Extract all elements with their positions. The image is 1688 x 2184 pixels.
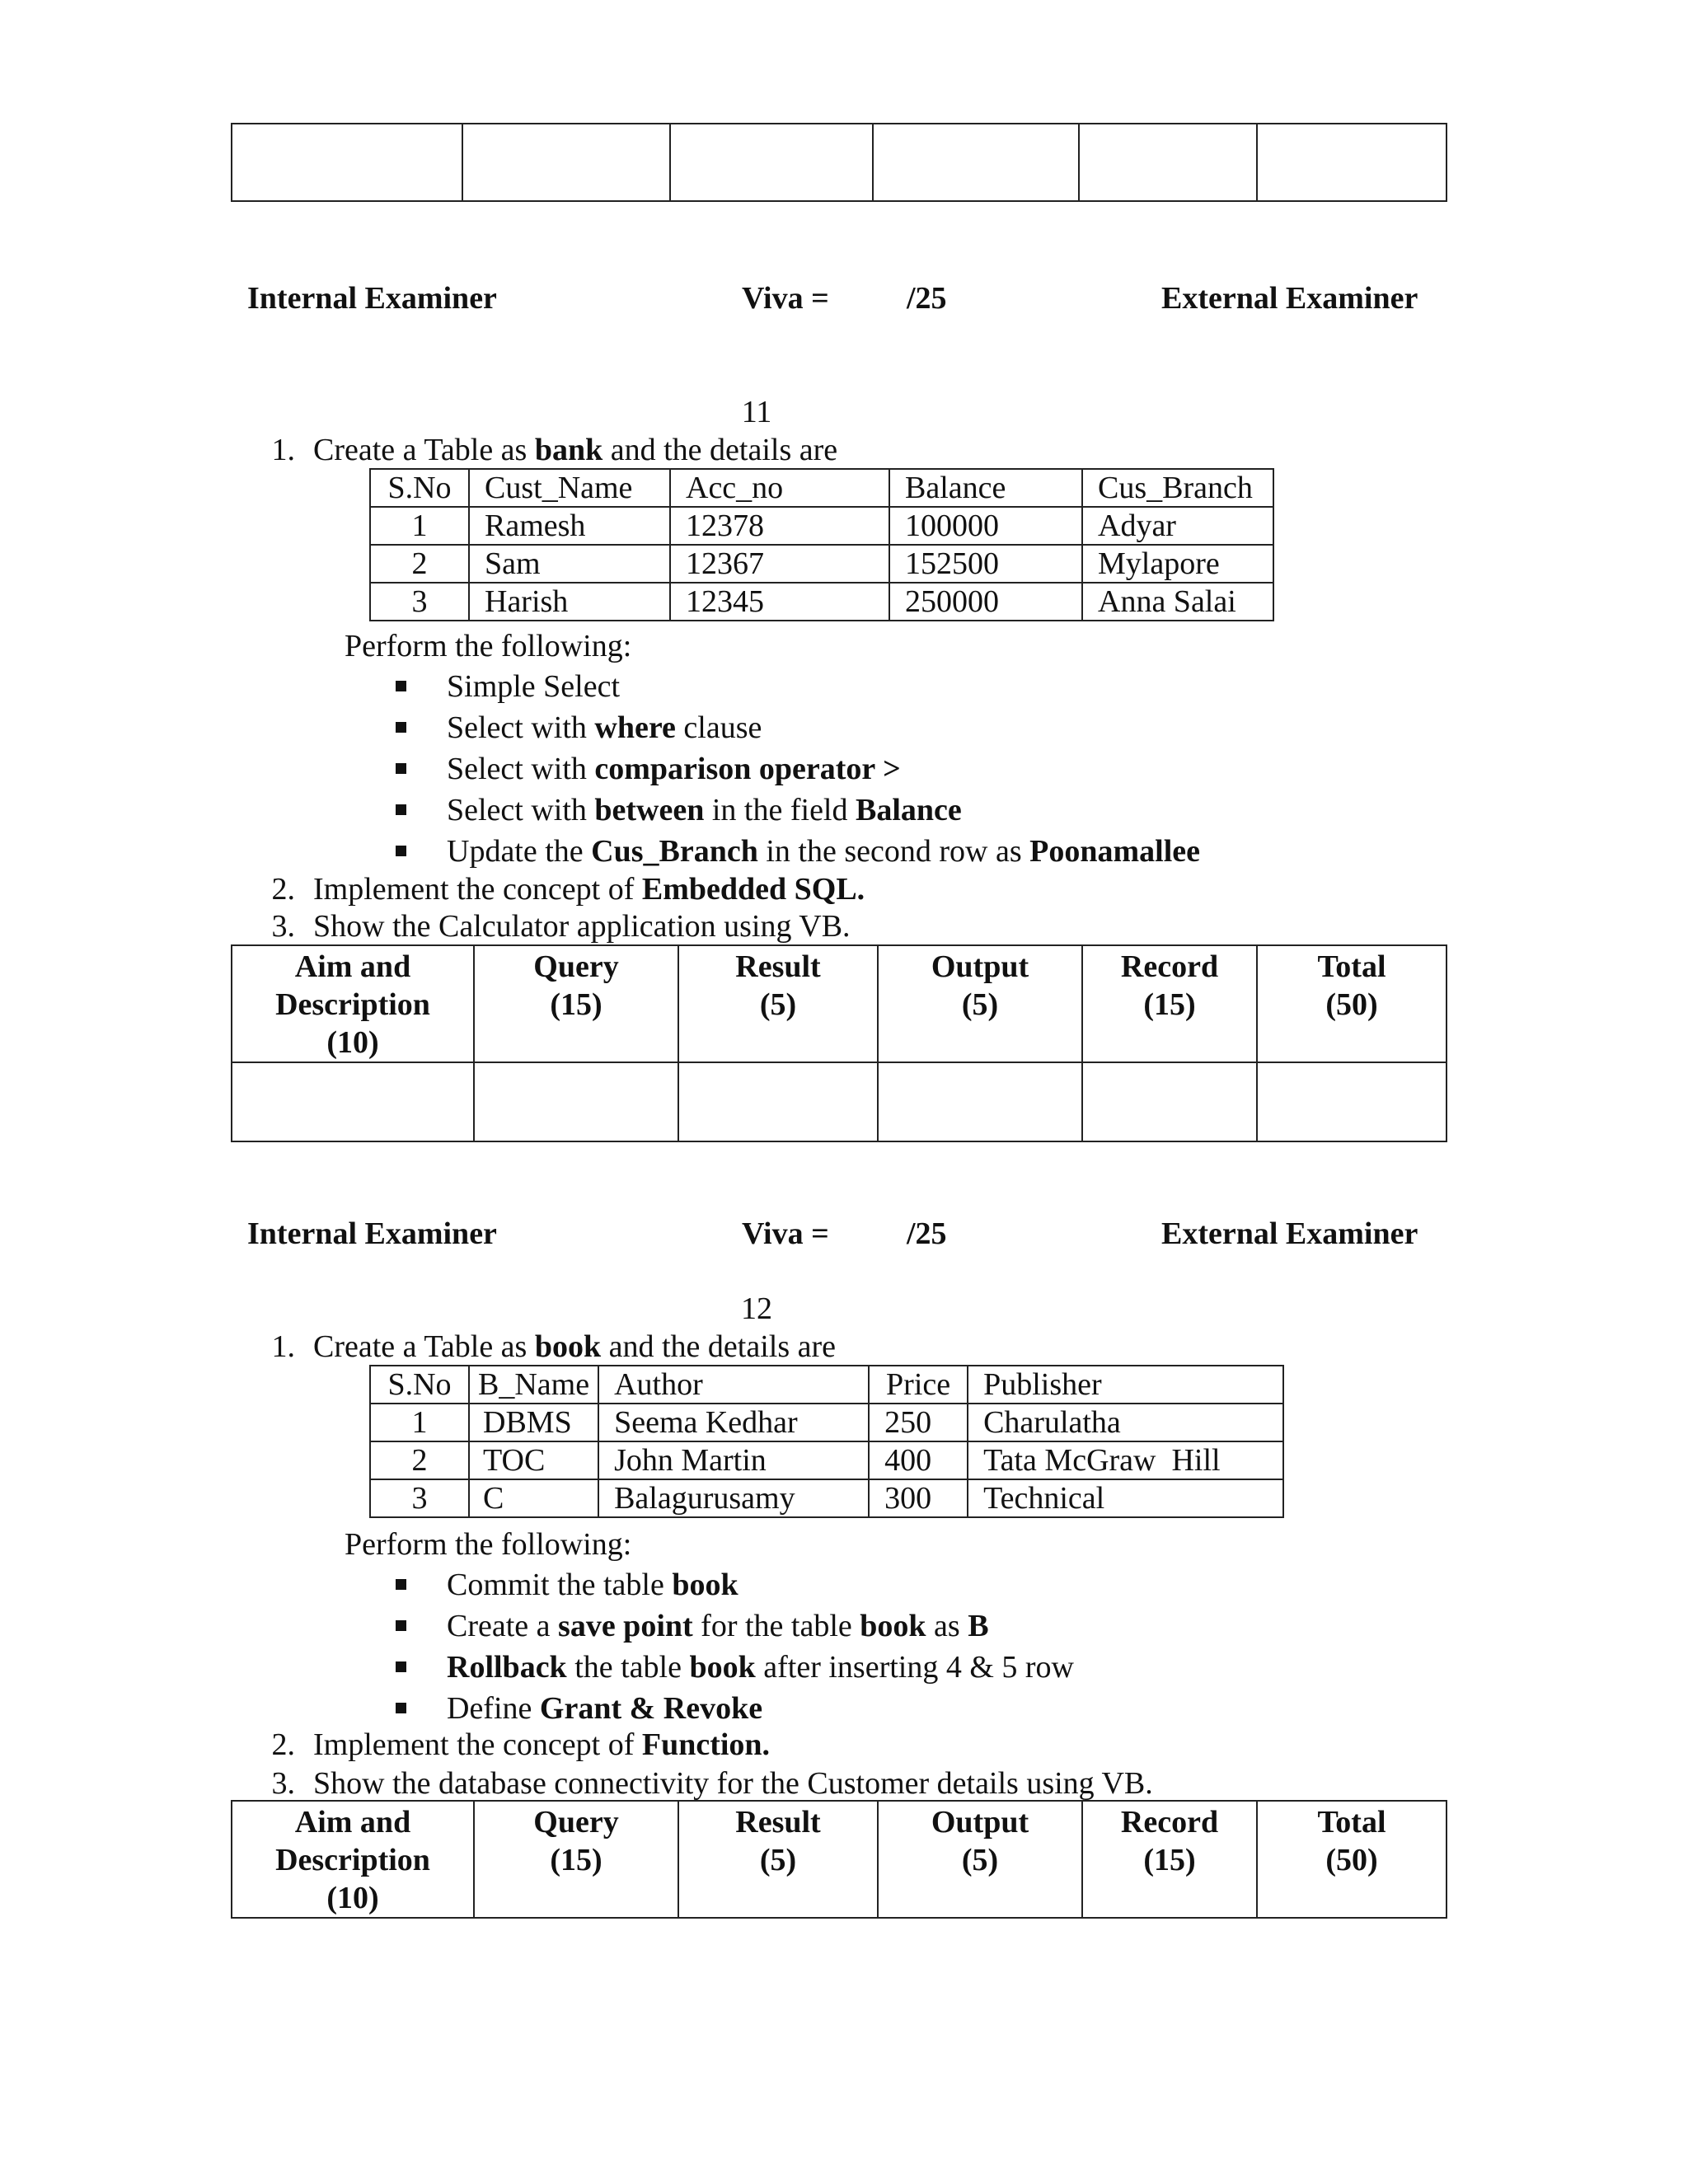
bullet-square-icon [396, 681, 406, 691]
blank-cell [670, 124, 873, 201]
header-cell: Author [598, 1366, 869, 1404]
blank-cell [232, 124, 462, 201]
marks-table [231, 1800, 1447, 1919]
marks-entry-row [232, 1062, 1447, 1141]
header-cell: B_Name [469, 1366, 598, 1404]
list-item: Rollback the table book after inserting 4 & 5 row [396, 1647, 1074, 1688]
table-cell: 2 [370, 1441, 469, 1479]
aim-header: Aim and Description (10) [232, 945, 474, 1062]
table-cell: John Martin [598, 1441, 869, 1479]
result-header: Result (5) [678, 1801, 878, 1918]
question-number: 2. [271, 1727, 295, 1762]
blank-cell [678, 1062, 878, 1141]
header-cell: Cust_Name [469, 469, 670, 507]
blank-cell [1257, 124, 1447, 201]
table-cell: 1 [370, 1404, 469, 1441]
question-2: 2. Implement the concept of Function. [247, 1725, 770, 1765]
bullet-square-icon [396, 1579, 406, 1590]
table-cell: DBMS [469, 1404, 598, 1441]
internal-examiner-label: Internal Examiner [247, 281, 497, 316]
table-cell: 250000 [889, 583, 1082, 621]
table-cell: Seema Kedhar [598, 1404, 869, 1441]
viva-score: /25 [907, 281, 947, 316]
header-cell: Acc_no [670, 469, 889, 507]
table-cell: Anna Salai [1082, 583, 1273, 621]
table-cell: 300 [869, 1479, 968, 1517]
question-text: and the details are [603, 433, 838, 467]
question-3: 3. Show the database connectivity for the Customer details using VB. [247, 1764, 1153, 1803]
table-name: bank [534, 433, 603, 467]
list-item: Select with between in the field Balance [396, 790, 1200, 831]
external-examiner-label: External Examiner [1161, 281, 1418, 316]
table-row [370, 545, 1273, 583]
output-header: Output (5) [878, 1801, 1082, 1918]
blank-cell [1079, 124, 1257, 201]
viva-score: /25 [907, 1216, 947, 1251]
bullet-square-icon [396, 722, 406, 733]
list-item: Simple Select [396, 666, 1200, 707]
bullet-square-icon [396, 1703, 406, 1713]
table-cell: 2 [370, 545, 469, 583]
table-cell: Mylapore [1082, 545, 1273, 583]
book-table [369, 1365, 1284, 1518]
bullet-square-icon [396, 846, 406, 856]
header-cell: S.No [370, 1366, 469, 1404]
header-cell: Publisher [968, 1366, 1283, 1404]
section-number: 11 [741, 395, 772, 429]
perform-heading: Perform the following: [345, 1527, 632, 1562]
total-header: Total (50) [1257, 945, 1447, 1062]
table-cell: TOC [469, 1441, 598, 1479]
question-number: 3. [271, 909, 295, 944]
list-item: Create a save point for the table book as B [396, 1605, 1074, 1647]
header-cell: Cus_Branch [1082, 469, 1273, 507]
question-3: 3. Show the Calculator application using VB. [247, 907, 851, 946]
blank-cell [873, 124, 1079, 201]
table-cell: Harish [469, 583, 670, 621]
total-header: Total (50) [1257, 1801, 1447, 1918]
output-header: Output (5) [878, 945, 1082, 1062]
table-cell: Charulatha [968, 1404, 1283, 1441]
table-cell: C [469, 1479, 598, 1517]
table-cell: 12367 [670, 545, 889, 583]
bullet-square-icon [396, 804, 406, 815]
task-list [396, 1564, 1074, 1729]
perform-heading: Perform the following: [345, 629, 632, 663]
blank-cell [474, 1062, 678, 1141]
list-item: Select with comparison operator > [396, 748, 1200, 790]
header-cell: Balance [889, 469, 1082, 507]
table-cell: 100000 [889, 507, 1082, 545]
question-number: 1. [271, 433, 295, 467]
list-item: Update the Cus_Branch in the second row as Poonamallee [396, 831, 1200, 872]
list-item: Select with where clause [396, 707, 1200, 748]
bullet-square-icon [396, 1620, 406, 1631]
question-number: 3. [271, 1766, 295, 1801]
table-cell: Adyar [1082, 507, 1273, 545]
question-2: 2. Implement the concept of Embedded SQL. [247, 869, 865, 909]
viva-label: Viva = [742, 281, 829, 316]
table-cell: Technical [968, 1479, 1283, 1517]
query-header: Query (15) [474, 1801, 678, 1918]
table-row [370, 1441, 1283, 1479]
table-name: book [534, 1329, 602, 1364]
result-header: Result (5) [678, 945, 878, 1062]
bullet-square-icon [396, 1661, 406, 1672]
marks-header-row [232, 1801, 1447, 1918]
table-cell: 152500 [889, 545, 1082, 583]
table-cell: 1 [370, 507, 469, 545]
table-cell: Tata McGraw Hill [968, 1441, 1283, 1479]
table-row [370, 583, 1273, 621]
table-cell: 3 [370, 583, 469, 621]
question-number: 2. [271, 872, 295, 907]
table-row [370, 1404, 1283, 1441]
list-item: Commit the table book [396, 1564, 1074, 1605]
question-number: 1. [271, 1329, 295, 1364]
table-row [370, 1479, 1283, 1517]
marks-header-row [232, 945, 1447, 1062]
aim-header: Aim and Description (10) [232, 1801, 474, 1918]
question-1: 1. Create a Table as book and the details are [247, 1327, 836, 1366]
question-text: Create a Table as [313, 433, 535, 467]
blank-cell [1082, 1062, 1257, 1141]
table-cell: Balagurusamy [598, 1479, 869, 1517]
table-cell: 400 [869, 1441, 968, 1479]
internal-examiner-label: Internal Examiner [247, 1216, 497, 1251]
record-header: Record (15) [1082, 945, 1257, 1062]
table-header-row [370, 1366, 1283, 1404]
table-cell: Ramesh [469, 507, 670, 545]
top-blank-marks-row [231, 123, 1447, 202]
blank-cell [232, 1062, 474, 1141]
list-item: Define Grant & Revoke [396, 1688, 1074, 1729]
viva-label: Viva = [742, 1216, 829, 1251]
table-cell: 250 [869, 1404, 968, 1441]
external-examiner-label: External Examiner [1161, 1216, 1418, 1251]
header-cell: Price [869, 1366, 968, 1404]
blank-cell [1257, 1062, 1447, 1141]
table-cell: 12345 [670, 583, 889, 621]
bank-table [369, 468, 1274, 621]
query-header: Query (15) [474, 945, 678, 1062]
task-list [396, 666, 1200, 872]
blank-cell [878, 1062, 1082, 1141]
table-cell: Sam [469, 545, 670, 583]
table-row [370, 507, 1273, 545]
header-cell: S.No [370, 469, 469, 507]
bullet-square-icon [396, 763, 406, 774]
table-cell: 3 [370, 1479, 469, 1517]
marks-table [231, 944, 1447, 1142]
blank-cell [462, 124, 670, 201]
table-cell: 12378 [670, 507, 889, 545]
question-1 [247, 430, 837, 470]
table-header-row [370, 469, 1273, 507]
record-header: Record (15) [1082, 1801, 1257, 1918]
section-number: 12 [741, 1291, 772, 1326]
